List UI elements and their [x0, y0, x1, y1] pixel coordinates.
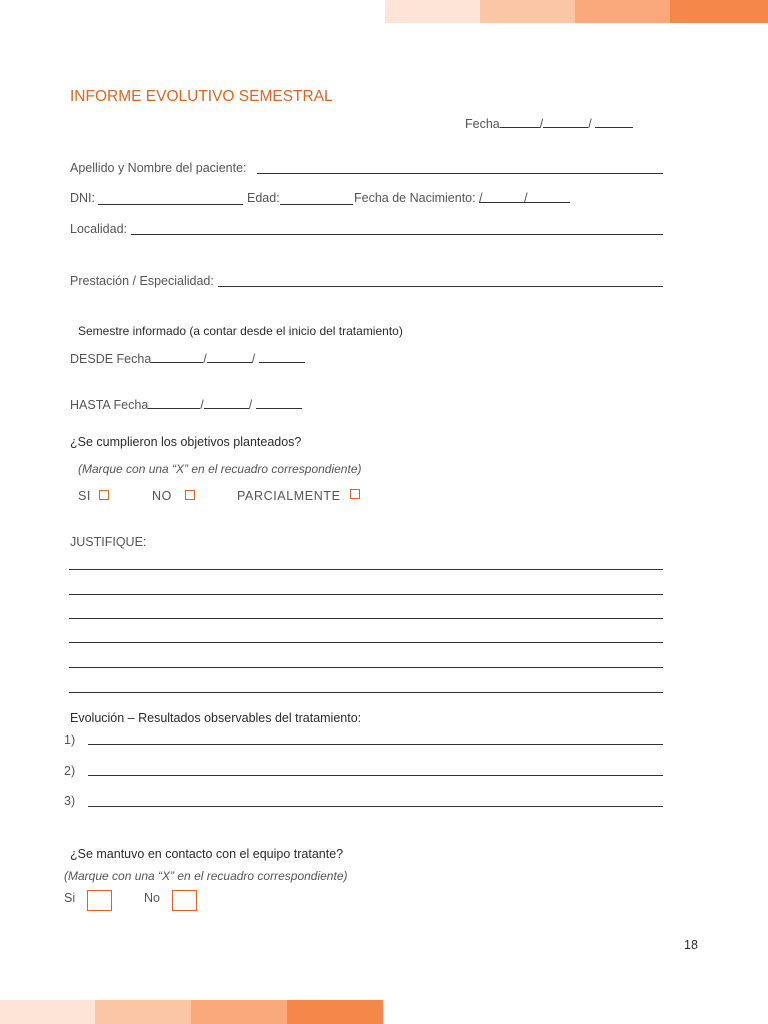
- fecha-field: Fecha / /: [465, 115, 633, 132]
- justifique-line[interactable]: [69, 594, 663, 595]
- band-segment: [95, 1000, 191, 1024]
- justifique-line[interactable]: [69, 692, 663, 693]
- hasta-label: HASTA Fecha: [70, 398, 149, 412]
- contacto-no-label: No: [144, 891, 160, 905]
- desde-label: DESDE Fecha: [70, 352, 152, 366]
- evolucion-item-number: 2): [64, 764, 76, 778]
- option-si-checkbox[interactable]: [99, 490, 109, 500]
- dni-label: DNI:: [70, 191, 95, 205]
- hasta-year-blank[interactable]: [256, 396, 302, 409]
- desde-month-blank[interactable]: [207, 350, 252, 363]
- fecha-nacimiento-label: Fecha de Nacimiento:: [354, 191, 476, 205]
- band-segment: [385, 0, 480, 23]
- objetivos-instruction: (Marque con una “X” en el recuadro correspondiente): [78, 462, 362, 476]
- desde-field: DESDE Fecha / /: [70, 350, 305, 367]
- justifique-line[interactable]: [69, 642, 663, 643]
- fecha-day-blank[interactable]: [500, 115, 540, 128]
- band-segment: [480, 0, 575, 23]
- band-segment: [575, 0, 670, 23]
- justifique-line[interactable]: [69, 667, 663, 668]
- contacto-question: ¿Se mantuvo en contacto con el equipo tratante?: [70, 847, 344, 861]
- fecha-label: Fecha: [465, 117, 500, 131]
- fecha-year-blank[interactable]: [595, 115, 633, 128]
- contacto-si-label: Si: [64, 891, 76, 905]
- edad-label: Edad:: [247, 191, 280, 205]
- option-parcialmente-checkbox[interactable]: [350, 489, 360, 499]
- page-number: 18: [684, 938, 698, 952]
- localidad-field-line[interactable]: [131, 234, 663, 235]
- prestacion-field-line[interactable]: [218, 286, 663, 287]
- justifique-label: JUSTIFIQUE:: [70, 535, 147, 549]
- band-segment: [287, 1000, 383, 1024]
- evolucion-item-number: 1): [64, 733, 76, 747]
- fecha-nacimiento-field: [354, 190, 570, 206]
- evolucion-item-number: 3): [64, 794, 76, 808]
- desde-day-blank[interactable]: [151, 350, 203, 363]
- fecha-nac-day-blank[interactable]: /: [479, 190, 524, 203]
- semestre-heading: Semestre informado (a contar desde el inicio del tratamiento): [78, 324, 403, 338]
- name-field-line[interactable]: [257, 173, 663, 174]
- objetivos-question: ¿Se cumplieron los objetivos planteados?: [70, 435, 302, 449]
- option-si-label: SI: [78, 489, 92, 503]
- edad-field-line[interactable]: [280, 204, 353, 205]
- contacto-no-checkbox[interactable]: [172, 890, 197, 911]
- option-no-label: NO: [152, 489, 172, 503]
- hasta-field: HASTA Fecha / /: [70, 396, 302, 413]
- hasta-month-blank[interactable]: [204, 396, 249, 409]
- evolucion-item-line[interactable]: [88, 806, 663, 807]
- contacto-instruction: (Marque con una “X” en el recuadro correspondiente): [64, 869, 348, 883]
- option-no-checkbox[interactable]: [185, 490, 195, 500]
- prestacion-label: Prestación / Especialidad:: [70, 274, 214, 288]
- desde-year-blank[interactable]: [259, 350, 305, 363]
- fecha-month-blank[interactable]: [543, 115, 588, 128]
- band-segment: [0, 1000, 95, 1024]
- page-title: INFORME EVOLUTIVO SEMESTRAL: [70, 88, 333, 105]
- name-label: Apellido y Nombre del paciente:: [70, 161, 247, 175]
- dni-field-line[interactable]: [98, 204, 243, 205]
- fecha-nac-month-blank[interactable]: /: [524, 190, 570, 203]
- hasta-day-blank[interactable]: [148, 396, 200, 409]
- justifique-line[interactable]: [69, 618, 663, 619]
- justifique-line[interactable]: [69, 569, 663, 570]
- localidad-label: Localidad:: [70, 222, 127, 236]
- evolucion-item-line[interactable]: [88, 775, 663, 776]
- band-segment: [191, 1000, 287, 1024]
- contacto-si-checkbox[interactable]: [87, 890, 112, 911]
- evolucion-item-line[interactable]: [88, 744, 663, 745]
- option-parcialmente-label: PARCIALMENTE: [237, 489, 341, 503]
- evolucion-heading: Evolución – Resultados observables del tratamiento:: [70, 711, 362, 725]
- band-segment: [670, 0, 768, 23]
